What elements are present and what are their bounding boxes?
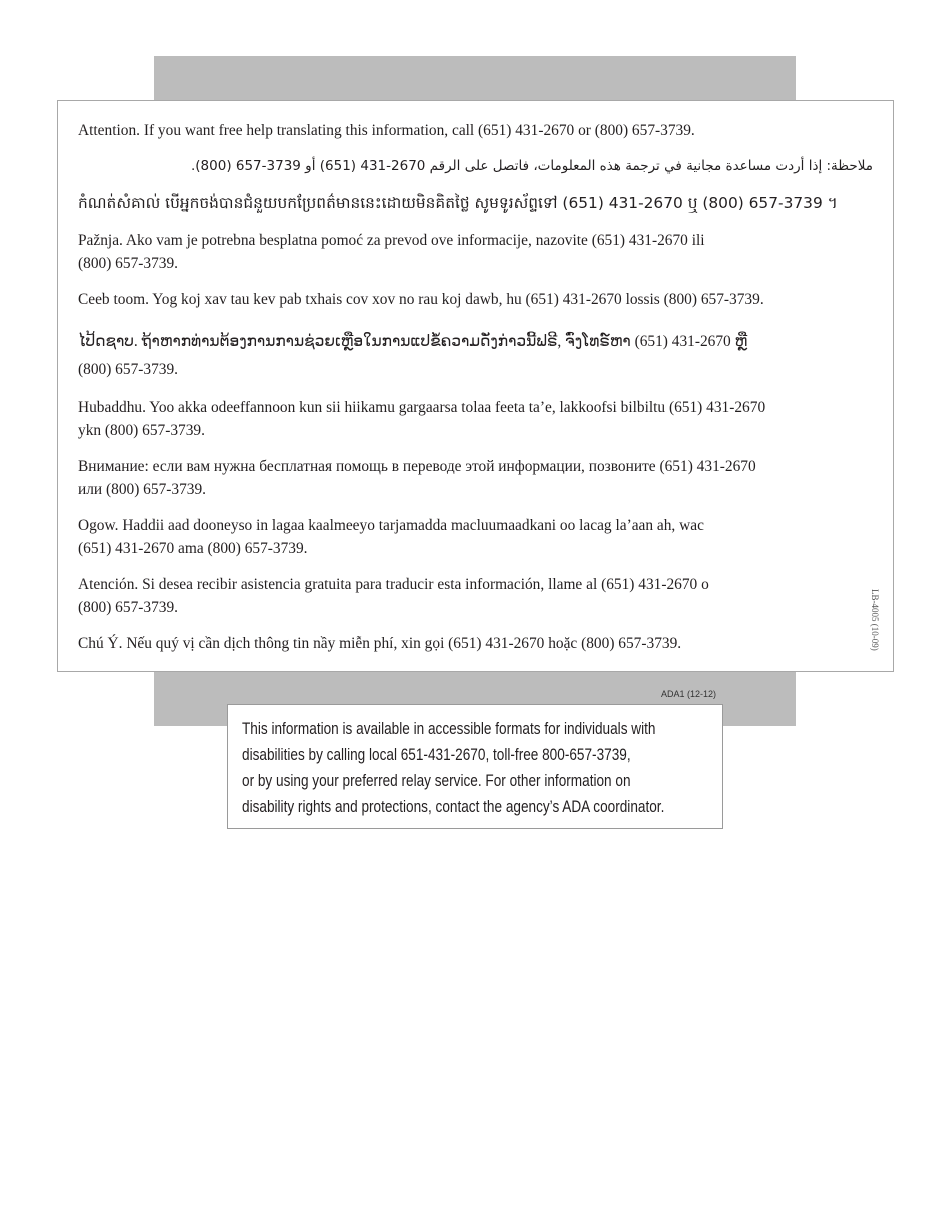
notice-spanish-line-1: Atención. Si desea recibir asistencia gratuita para traducir esta información, llame al (651) 431-2670 o: [78, 576, 709, 593]
notice-oromo-line-2: ykn (800) 657-3739.: [78, 422, 205, 439]
notice-bosnian-line-2: (800) 657-3739.: [78, 255, 179, 272]
notice-russian-line-2: или (800) 657-3739.: [78, 481, 207, 498]
accessibility-line-4: disability rights and protections, contact the agency’s ADA coordinator.: [242, 797, 665, 816]
notice-arabic: ملاحظة: إذا أردت مساعدة مجانية في ترجمة هذه المعلومات، فاتصل على الرقم 2670-431 (651) أو 3739-657 (800).: [190, 158, 873, 174]
notice-oromo-line-1: Hubaddhu. Yoo akka odeeffannoon kun sii hiikamu gargaarsa tolaa feeta ta’e, lakkoofsi bilbiltu (651) 431-2670: [78, 399, 766, 416]
accessibility-notice-text: [242, 716, 706, 820]
accessibility-line-3: or by using your preferred relay service. For other information on: [242, 771, 631, 790]
accessibility-line-2: disabilities by calling local 651-431-2670, toll-free 800-657-3739,: [242, 745, 631, 764]
translation-notice-box: [57, 100, 894, 672]
notice-russian-line-1: Внимание: если вам нужна бесплатная помощь в переводе этой информации, позвоните (651) 431-2670: [78, 458, 756, 475]
notice-lao-line-1: ໄປ້ດຊາບ. ຖ້າຫາກທ່ານຕ້ອງການການຊ່ວຍເຫຼືອໃນການແປຂໍ້ຄວາມດັ່ງກ່າວນີ້ຟຣີ, ຈົ່ງໂທຣ໌ຫາ (651) 431-2670 ຫຼື: [78, 333, 748, 350]
notice-vietnamese: Chú Ý. Nếu quý vị cần dịch thông tin nầy miễn phí, xin gọi (651) 431-2670 hoặc (800) 657-3739.: [78, 635, 682, 652]
notice-hmong: Ceeb toom. Yog koj xav tau kev pab txhais cov xov no rau koj dawb, hu (651) 431-2670 lossis (800) 657-3739.: [78, 291, 764, 308]
ada-form-code: ADA1 (12-12): [661, 689, 717, 699]
notice-khmer: កំណត់សំគាល់ បើអ្នកចង់បានជំនួយបកប្រែពត៌មាននេះដោយមិនគិតថ្លៃ សូមទូរស័ព្ទទៅ (651) 431-2670 ឬ (800) 657-3739 ។: [78, 194, 838, 212]
accessibility-line-1: This information is available in accessible formats for individuals with: [242, 719, 656, 738]
notice-somali-line-1: Ogow. Haddii aad dooneyso in lagaa kaalmeeyo tarjamadda macluumaadkani oo lacag la’aan ah, wac: [78, 517, 704, 534]
notice-somali-line-2: (651) 431-2670 ama (800) 657-3739.: [78, 540, 308, 557]
notice-spanish-line-2: (800) 657-3739.: [78, 599, 179, 616]
form-code-vertical: LB-4005 (10-09): [870, 589, 880, 651]
accessibility-notice-box: [227, 704, 723, 829]
notice-bosnian-line-1: Pažnja. Ako vam je potrebna besplatna pomoć za prevod ove informacije, nazovite (651) 431-2670 ili: [78, 232, 705, 249]
header-gray-band: [154, 56, 796, 102]
notice-english: Attention. If you want free help translating this information, call (651) 431-2670 or (800) 657-3739.: [78, 122, 695, 139]
notice-lao-line-2: (800) 657-3739.: [78, 361, 179, 378]
